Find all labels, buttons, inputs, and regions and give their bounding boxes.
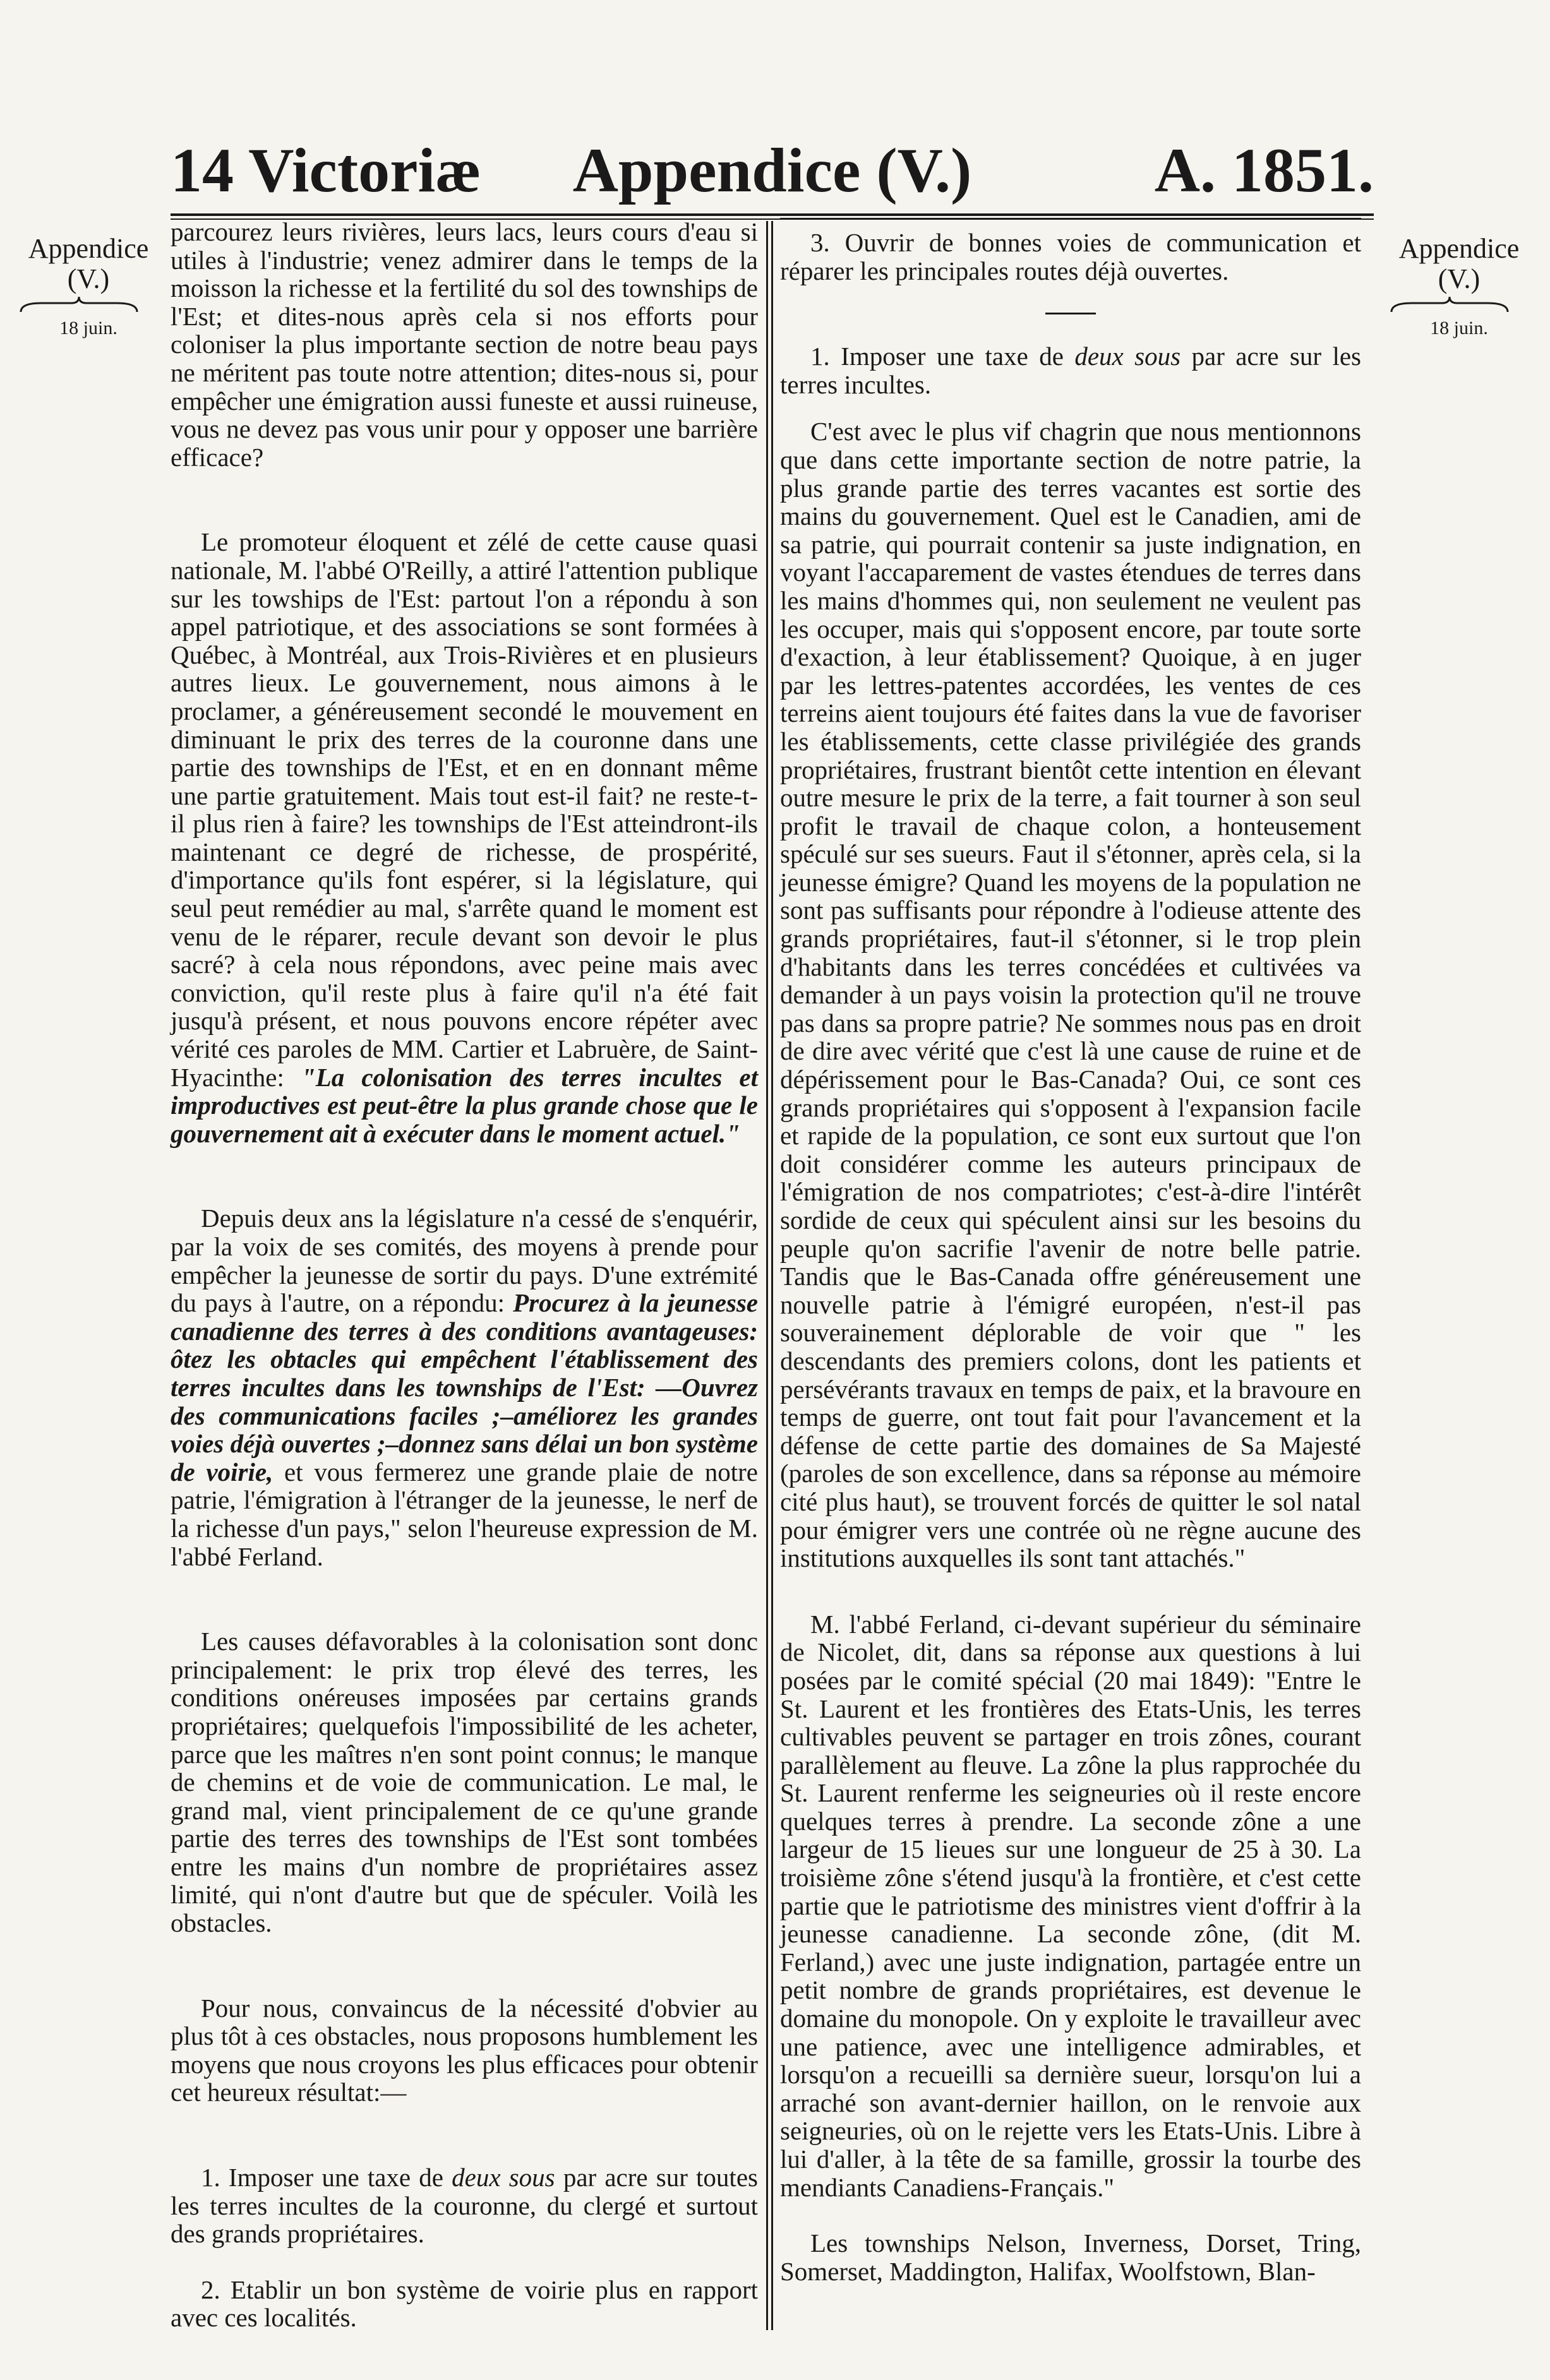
paragraph: Les causes défavorables à la colonisation sont donc principalement: le prix trop élevé des terres, les conditions onéreuses imposées par certains grands propriétaires; quelquefois l'impossibilité de les acheter, parce que les maîtres n'en sont point connus; le manque de chemins et de voie de communication. Le mal, le grand mal, vient principalement de ce qu'une grande partie des terres des townships de l'Est sont tombées entre les mains d'un nombre de propriétaires assez limité, qui n'ont d'autre but que de spéculer. Voilà les obstacles. [171,1627,758,1938]
margin-note-date: 18 juin. [59,318,117,338]
paragraph: M. l'abbé Ferland, ci-devant supérieur du séminaire de Nicolet, dit, dans sa réponse aux questions à lui posées par le comité spécial (20 mai 1849): "Entre le St. Laurent et les frontières des Etats-Unis, les terres cultivables peuvent se partager en trois zônes, courant parallèlement au fleuve. La zône la plus rapprochée du St. Laurent renferme les seigneuries où il reste encore quelques terres à prendre. La seconde zône a une largeur de 15 lieues sur une longueur de 25 à 30. La troisième zône s'étend jusqu'à la frontière, et c'est cette partie que le patriotisme des ministres vient d'offrir à la jeunesse canadienne. La seconde zône, (dit M. Ferland,) avec une juste indignation, partagée entre un petit nombre de grands propriétaires, est devenue le domaine du monopole. On y exploite le travailleur avec une patience, avec une intelligence admirables, et lorsqu'on a recueilli sa dernière sueur, lorsqu'on lui a arraché son avant-dernier haillon, on le renvoie aux seigneuries, où on le rejette vers les Etats-Unis. Libre à lui d'aller, à la tête de sa famille, grossir la tourbe des mendiants Canadiens-Français." [780,1609,1361,2202]
paragraph-text: 1. Imposer une taxe de [810,342,1075,371]
header-rule-top [171,213,1374,216]
left-column [171,218,758,2332]
header-title: Appendice (V.) [572,135,972,205]
paragraph [780,342,1361,398]
brace-icon [1386,294,1513,316]
quote-procurez: Procurez à la jeunesse canadienne des terres à des conditions avantageuses: ôtez les obtacles qui empêchent l'établissement des terres incultes dans les townships de l'Est: —Ouvrez des communications faciles ;–améliorez les grandes voies déjà ouvertes ;–donnez sans délai un bon système de voirie, [171,1288,758,1486]
margin-note-right [1386,234,1532,341]
page-header [171,136,1374,205]
paragraph [171,2163,758,2248]
paragraph-text: 1. Imposer une taxe de [201,2163,452,2192]
margin-note-section: (V.) [1438,263,1481,294]
paragraph: parcourez leurs rivières, leurs lacs, leurs cours d'eau si utiles à l'industrie; venez admirer dans le temps de la moisson la richesse et la fertilité du sol des townships de l'Est; et dites-nous après cela si nos efforts pour coloniser la plus importante section de notre beau pays ne méritent pas toute notre attention; dites-nous si, pour empêcher une émigration aussi funeste et aussi ruineuse, vous ne devez pas vous unir pour y opposer une barrière efficace? [171,217,758,472]
paragraph-text: par acre sur les terres incultes. [780,342,1361,399]
quote-cartier-labruere: "La colonisation des terres incultes et improductives est peut-être la plus grande chose que le gouvernement ait à exécuter dans le moment actuel." [171,1062,758,1148]
paragraph-text: Le promoteur éloquent et zélé de cette cause quasi nationale, M. l'abbé O'Reilly, a attiré l'attention publique sur les towships de l'Est: partout l'on a répondu à son appel patriotique, et des associations se sont formées à Québec, à Montréal, aux Trois-Rivières et en plusieurs autres lieux. Le gouvernement, nous aimons à le proclamer, a généreusement secondé le mouvement en diminuant le prix des terres de la couronne dans une partie des townships de l'Est, et en en donnant même une partie gratuitement. Mais tout est-il fait? ne reste-t-il plus rien à faire? les townships de l'Est atteindront-ils maintenant ce degré de richesse, de prospérité, d'importance qu'ils font espérer, si la législature, qui seul peut remédier au mal, s'arrête quand le moment est venu de le réparer, recule devant son devoir le plus sacré? à cela nous répondons, avec peine mais avec conviction, qu'il reste plus à faire qu'il n'a été fait jusqu'à présent, et nous pouvons encore répéter avec vérité ces paroles de MM. Cartier et Labruère, de Saint-Hyacinthe: [171,527,758,1092]
margin-note-date: 18 juin. [1430,318,1488,338]
paragraph-text: et vous fermerez une grande plaie de notre patrie, l'émigration à l'étranger de la jeunesse, le nerf de la richesse d'un pays," selon l'heureuse expression de M. l'abbé Ferland. [171,1457,758,1571]
margin-note-left [16,234,161,341]
paragraph: 2. Etablir un bon système de voirie plus en rapport avec ces localités. [171,2275,758,2333]
paragraph [171,528,758,1147]
emphasis: deux sous [452,2163,555,2192]
header-year: A. 1851. [1154,135,1374,205]
paragraph: Les townships Nelson, Inverness, Dorset, Tring, Somerset, Maddington, Halifax, Woolfstown, Blan- [780,2228,1361,2286]
right-column-top-rule [780,218,1361,220]
right-column [780,218,1361,2285]
brace-icon [16,294,142,316]
paragraph [171,1204,758,1570]
paragraph-text: par acre sur toutes les terres incultes de la couronne, du clergé et surtout des grands propriétaires. [171,2163,758,2249]
paragraph: Pour nous, convaincus de la nécessité d'obvier au plus tôt à ces obstacles, nous proposons humblement les moyens que nous croyons les plus efficaces pour obtenir cet heureux résultat:— [171,1993,758,2107]
paragraph-text: Depuis deux ans la législature n'a cessé de s'enquérir, par la voix de ses comités, des moyens à prende pour empêcher la jeunesse de sortir du pays. D'une extrémité du pays à l'autre, on a répondu: [171,1204,758,1318]
column-divider-left [766,221,768,2330]
header-session: 14 Victoriæ [171,135,481,205]
paragraph: C'est avec le plus vif chagrin que nous mentionnons que dans cette importante section de notre patrie, la plus grande partie des terres vacantes est sortie des mains du gouvernement. Quel est le Canadien, ami de sa patrie, qui pourrait contenir sa juste indignation, en voyant l'accaparement de vastes étendues de terres dans les mains d'hommes qui, non seulement ne veulent pas les occuper, mais qui s'opposent encore, par toute sorte d'exaction, à leur établissement? Quoique, à en juger par les lettres-patentes accordées, les ventes de ces terreins aient toujours été faites dans la vue de favoriser les établissements, cette classe privilégiée des grands propriétaires, frustrant bientôt cette intention en élevant outre mesure le prix de la terre, a fait tourner à son seul profit le travail de chaque colon, a honteusement spéculé sur ses sueurs. Faut il s'étonner, après cela, si la jeunesse émigre? Quand les moyens de la population ne sont pas suffisants pour répondre à l'odieuse attente des grands propriétaires, faut-il s'étonner, si le trop plein d'habitants dans les terres concédées et cultivées va demander à un pays voisin la protection qu'il ne trouve pas dans sa propre patrie? Ne sommes nous pas en droit de dire avec vérité que c'est là une cause de ruine et de dépérissement pour le Bas-Canada? Oui, ce sont ces grands propriétaires qui s'opposent à l'expansion facile et rapide de la population, ce sont eux surtout que l'on doit considérer comme les auteurs principaux de l'émigration de nos compatriotes; c'est-à-dire l'intérêt sordide de ceux qui spéculent ainsi sur les besoins du peuple qu'on sacrifie l'avenir de notre belle patrie. Tandis que le Bas-Canada offre généreusement une nouvelle patrie à l'émigré européen, n'est-il pas souverainement déplorable de voir que " les descendants des premiers colons, dont les patients et persévérants travaux en temps de paix, et la bravoure en temps de guerre, ont tout fait pour l'avancement et la défense de cette partie des domaines de Sa Majesté (paroles de son excellence, dans sa réponse au mémoire cité plus haut), se trouvent forcés de quitter le sol natal pour émigrer vers une contrée où ne règne aucune des institutions auxquelles ils sont tant attachés." [780,417,1361,1573]
separator-dash [1045,313,1096,314]
margin-note-label: Appendice [28,233,149,264]
column-divider-right [771,221,773,2330]
margin-note-label: Appendice [1398,233,1520,264]
paragraph: 3. Ouvrir de bonnes voies de communication et réparer les principales routes déjà ouvertes. [780,228,1361,285]
emphasis: deux sous [1074,342,1181,371]
margin-note-section: (V.) [67,263,110,294]
